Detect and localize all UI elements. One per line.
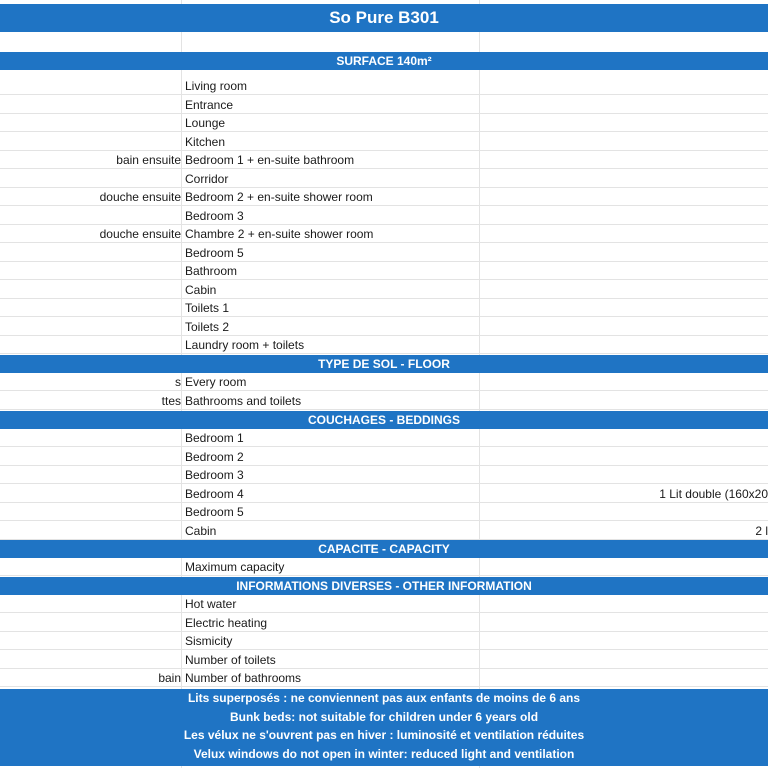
cell-french-text: s [175,375,181,389]
cell-value-text: 2 l [755,523,768,538]
table-row [0,244,768,262]
cell-french[interactable] [0,262,181,280]
table-row [0,522,768,540]
cell-english[interactable]: Maximum capacity [185,560,285,574]
cell-english[interactable]: Bedroom 2 [185,449,244,464]
section-header-capacity: CAPACITE - CAPACITY [0,540,768,558]
footer-note: Bunk beds: not suitable for children under 6 years old [229,709,539,724]
cell-value[interactable] [481,77,768,95]
table-row [0,96,768,114]
table-row [0,225,768,243]
table-row [0,114,768,132]
table-row [0,133,768,151]
cell-french[interactable] [0,96,181,114]
cell-value[interactable] [481,614,768,632]
footer-note: Lits superposés : ne conviennent pas aux enfants de moins de 6 ans [187,691,581,705]
cell-english[interactable]: Bedroom 5 [185,245,244,260]
table-row [0,651,768,669]
cell-value[interactable] [481,244,768,262]
cell-english[interactable]: Every room [185,375,247,389]
cell-english[interactable]: Number of bathrooms [185,671,302,685]
cell-value[interactable] [481,225,768,243]
cell-french[interactable] [0,392,181,410]
cell-value[interactable] [481,96,768,114]
cell-value[interactable] [481,485,768,503]
cell-french[interactable] [0,77,181,95]
cell-french[interactable] [0,133,181,151]
cell-english[interactable]: Entrance [185,97,234,112]
cell-english[interactable]: Living room [185,79,248,93]
table-row [0,595,768,613]
section-header-beddings: COUCHAGES - BEDDINGS [0,411,768,429]
cell-value[interactable] [481,170,768,188]
section-header-surface: SURFACE 140m² [0,52,768,70]
cell-english[interactable]: Kitchen [185,134,226,149]
cell-value[interactable] [481,558,768,576]
cell-english[interactable]: Bedroom 4 [185,486,244,501]
table-row [0,373,768,391]
cell-french[interactable] [0,373,181,391]
table-row [0,207,768,225]
table-row [0,392,768,410]
cell-french[interactable] [0,669,181,687]
cell-french[interactable] [0,632,181,650]
cell-french[interactable] [0,448,181,466]
table-row [0,188,768,206]
table-row [0,558,768,576]
cell-english[interactable]: Bedroom 5 [185,505,244,519]
cell-value[interactable] [481,336,768,354]
cell-french[interactable] [0,522,181,540]
cell-english[interactable]: Laundry room + toilets [185,338,305,352]
cell-value[interactable] [481,188,768,206]
cell-french[interactable] [0,170,181,188]
cell-value[interactable] [481,299,768,317]
cell-value[interactable] [481,429,768,447]
cell-french[interactable] [0,151,181,169]
cell-french-text: bain ensuite [116,153,181,167]
cell-value[interactable] [481,669,768,687]
cell-english[interactable]: Number of toilets [185,652,276,667]
section-header-info: INFORMATIONS DIVERSES - OTHER INFORMATION [0,577,768,595]
cell-french[interactable] [0,336,181,354]
cell-english[interactable]: Cabin [185,523,217,538]
cell-value[interactable] [481,466,768,484]
cell-french[interactable] [0,281,181,299]
table-row [0,669,768,687]
table-row [0,614,768,632]
table-row [0,485,768,503]
cell-value[interactable] [481,207,768,225]
cell-french[interactable] [0,485,181,503]
cell-french[interactable] [0,503,181,521]
cell-french-text: douche ensuite [99,227,181,241]
table-row [0,170,768,188]
cell-english[interactable]: Electric heating [185,615,268,630]
cell-value[interactable] [481,114,768,132]
cell-value[interactable] [481,373,768,391]
cell-value[interactable] [481,262,768,280]
cell-english[interactable]: Toilets 2 [185,319,230,334]
cell-value[interactable] [481,151,768,169]
cell-french[interactable] [0,318,181,336]
cell-french[interactable] [0,651,181,669]
cell-value[interactable] [481,651,768,669]
cell-value[interactable] [481,133,768,151]
cell-english[interactable]: Bathroom [185,264,238,278]
table-row [0,281,768,299]
footer-note: Velux windows do not open in winter: reduced light and ventilation [193,746,575,761]
table-row [0,429,768,447]
cell-english[interactable]: Bedroom 1 [185,431,244,445]
cell-french[interactable] [0,614,181,632]
cell-value[interactable] [481,595,768,613]
cell-value[interactable] [481,392,768,410]
table-row [0,77,768,95]
cell-english[interactable]: Bedroom 2 + en-suite shower room [185,190,373,204]
table-row [0,151,768,169]
table-row [0,336,768,354]
cell-french[interactable] [0,595,181,613]
cell-value-text: 1 Lit double (160x20 [659,486,768,501]
cell-value[interactable] [481,522,768,540]
footer-note: Les vélux ne s'ouvrent pas en hiver : luminosité et ventilation réduites [183,728,585,742]
cell-english[interactable]: Bedroom 1 + en-suite bathroom [185,153,355,167]
cell-english[interactable]: Hot water [185,597,237,611]
cell-french[interactable] [0,558,181,576]
cell-english[interactable]: Bedroom 3 [185,468,244,482]
cell-french-text: bain [158,671,181,685]
section-header-floor: TYPE DE SOL - FLOOR [0,355,768,373]
cell-french[interactable] [0,299,181,317]
cell-french[interactable] [0,225,181,243]
table-row [0,448,768,466]
cell-english[interactable]: Bedroom 3 [185,208,244,223]
cell-english[interactable]: Bathrooms and toilets [185,393,302,408]
cell-value[interactable] [481,318,768,336]
table-row [0,466,768,484]
cell-french[interactable] [0,114,181,132]
cell-english[interactable]: Corridor [185,171,229,186]
table-row [0,299,768,317]
table-row [0,503,768,521]
table-row [0,632,768,650]
cell-english[interactable]: Chambre 2 + en-suite shower room [185,227,374,241]
table-row [0,318,768,336]
cell-french-text: douche ensuite [99,190,181,204]
cell-french-text: ttes [161,393,181,408]
cell-english[interactable]: Toilets 1 [185,301,230,315]
cell-french[interactable] [0,244,181,262]
cell-english[interactable]: Lounge [185,116,226,130]
cell-value[interactable] [481,448,768,466]
cell-value[interactable] [481,503,768,521]
cell-english[interactable]: Cabin [185,282,217,297]
page-title: So Pure B301 [0,4,768,32]
cell-french[interactable] [0,429,181,447]
footer-notes [0,689,768,766]
cell-french[interactable] [0,207,181,225]
cell-french[interactable] [0,466,181,484]
cell-value[interactable] [481,281,768,299]
cell-french[interactable] [0,188,181,206]
cell-value[interactable] [481,632,768,650]
table-row [0,262,768,280]
cell-english[interactable]: Sismicity [185,634,233,648]
